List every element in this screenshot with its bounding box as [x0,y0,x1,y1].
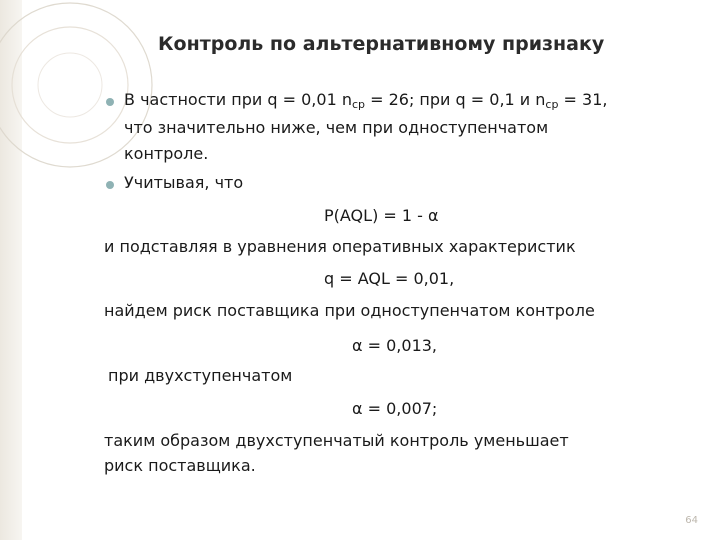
bullet1-text-part2: = 26; при q = 0,1 и n [365,90,546,109]
bullet1-line1 [124,89,607,111]
text-equations: и подставляя в уравнения оперативных характеристик [104,237,576,256]
bullet-icon [106,181,114,189]
text-conclusion-line1: таким образом двухступенчатый контроль уменьшает [104,431,569,450]
formula-q-aql: q = AQL = 0,01, [324,269,455,288]
bullet1-sub2: ср [545,98,559,111]
bullet1-line3: контроле. [124,144,209,163]
formula-p-aql: P(AQL) = 1 - α [324,206,439,225]
formula-alpha-two-stage: α = 0,007; [352,399,438,418]
bullet2-line1: Учитывая, что [124,173,244,192]
bullet-icon [106,98,114,106]
text-two-stage: при двухступенчатом [108,366,293,385]
text-conclusion-line2: риск поставщика. [104,456,256,475]
page-number: 64 [685,515,698,526]
formula-alpha-single: α = 0,013, [352,336,438,355]
slide-title: Контроль по альтернативному признаку [158,33,605,55]
bullet1-text-part3: = 31, [558,90,608,109]
text-single-stage: найдем риск поставщика при одноступенчатом контроле [104,301,595,320]
bullet1-text-part1: В частности при q = 0,01 n [124,90,352,109]
bullet1-line2: что значительно ниже, чем при одноступенчатом [124,118,549,137]
bullet1-sub1: ср [351,98,366,111]
